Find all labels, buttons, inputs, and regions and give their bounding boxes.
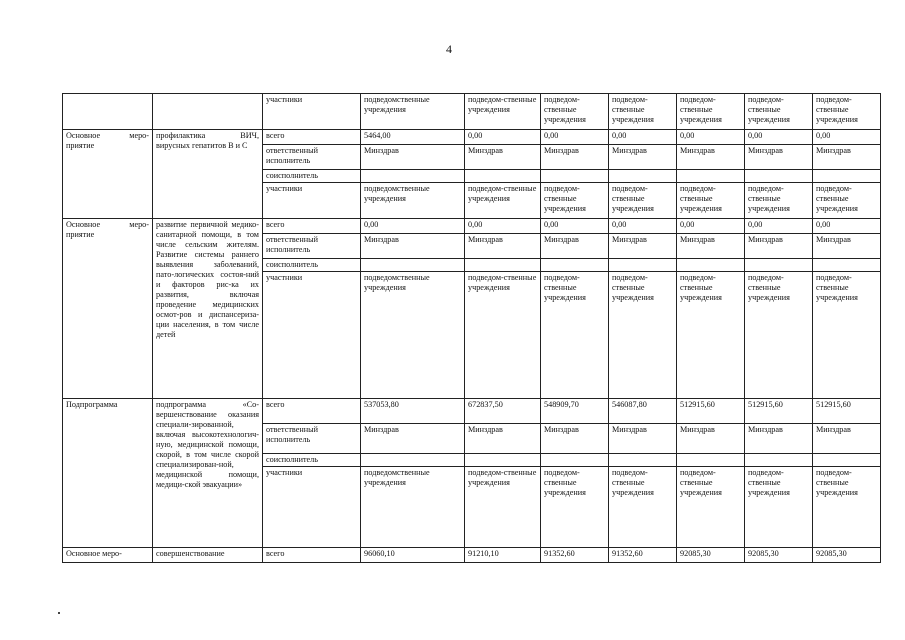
value-cell <box>361 454 465 467</box>
value-cell: подведом-ственные учреждения <box>745 94 813 130</box>
row-label: ответственный исполнитель <box>263 424 361 454</box>
value-cell <box>813 170 881 183</box>
value-cell: подведом-ственные учреждения <box>745 272 813 399</box>
value-cell <box>677 259 745 272</box>
row-label: всего <box>263 219 361 234</box>
value-cell: подведомственные учреждения <box>361 467 465 548</box>
value-cell <box>813 259 881 272</box>
value-cell: 91352,60 <box>541 548 609 563</box>
value-cell <box>465 454 541 467</box>
value-cell: подведом-ственные учреждения <box>609 183 677 219</box>
value-cell: 672837,50 <box>465 399 541 424</box>
value-cell: 0,00 <box>609 219 677 234</box>
value-cell: 92085,30 <box>745 548 813 563</box>
value-cell: подведомственные учреждения <box>361 94 465 130</box>
value-cell: подведомственные учреждения <box>361 272 465 399</box>
value-cell: подведом-ственные учреждения <box>813 94 881 130</box>
value-cell: подведом-ственные учреждения <box>541 467 609 548</box>
value-cell: 537053,80 <box>361 399 465 424</box>
value-cell: подведом-ственные учреждения <box>745 183 813 219</box>
value-cell: 0,00 <box>745 130 813 145</box>
value-cell: подведом-ственные учреждения <box>677 272 745 399</box>
value-cell: Минздрав <box>541 424 609 454</box>
row-label: участники <box>263 94 361 130</box>
value-cell: Минздрав <box>361 234 465 259</box>
value-cell: Минздрав <box>813 145 881 170</box>
value-cell: Минздрав <box>465 145 541 170</box>
value-cell: Минздрав <box>465 234 541 259</box>
value-cell <box>609 259 677 272</box>
value-cell <box>677 454 745 467</box>
value-cell <box>465 170 541 183</box>
row-label: всего <box>263 548 361 563</box>
value-cell: 5464,00 <box>361 130 465 145</box>
value-cell <box>609 170 677 183</box>
value-cell: подведом-ственные учреждения <box>813 467 881 548</box>
status-cell: Основное меро- <box>63 548 153 563</box>
value-cell: Минздрав <box>609 424 677 454</box>
row-label: ответственный исполнитель <box>263 145 361 170</box>
status-cell <box>63 94 153 130</box>
value-cell: Минздрав <box>541 234 609 259</box>
name-cell: развитие первичной медико-санитарной помощи, в том числе сельским жителям. Развитие системы раннего выявления заболеваний, пато-логических состоя-ний и факторов рис-ка их развития, включая проведение медицинских осмот-ров и диспансериза-ции населения, в том числе детей <box>153 219 263 399</box>
table-row <box>63 130 881 145</box>
value-cell: Минздрав <box>609 145 677 170</box>
scan-speck <box>58 612 60 614</box>
name-cell <box>153 94 263 130</box>
value-cell: Минздрав <box>465 424 541 454</box>
program-table <box>62 93 881 563</box>
value-cell <box>541 259 609 272</box>
table-body <box>63 94 881 563</box>
row-label: соисполнитель <box>263 170 361 183</box>
value-cell: 0,00 <box>541 219 609 234</box>
value-cell: подведом-ственные учреждения <box>813 183 881 219</box>
table-row <box>63 399 881 424</box>
value-cell <box>541 170 609 183</box>
value-cell <box>465 259 541 272</box>
value-cell: подведом-ственные учреждения <box>465 183 541 219</box>
value-cell: подведом-ственные учреждения <box>677 467 745 548</box>
page-number: 4 <box>446 42 452 56</box>
value-cell <box>541 454 609 467</box>
value-cell: Минздрав <box>677 234 745 259</box>
status-cell: Основное меро-приятие <box>63 219 153 399</box>
status-cell: Основное меро-приятие <box>63 130 153 219</box>
value-cell: 0,00 <box>677 219 745 234</box>
value-cell: Минздрав <box>745 424 813 454</box>
value-cell <box>745 259 813 272</box>
value-cell: Минздрав <box>745 234 813 259</box>
value-cell: Минздрав <box>813 234 881 259</box>
value-cell: 0,00 <box>677 130 745 145</box>
value-cell: подведом-ственные учреждения <box>609 467 677 548</box>
value-cell: Минздрав <box>609 234 677 259</box>
value-cell: 512915,60 <box>745 399 813 424</box>
row-label: соисполнитель <box>263 259 361 272</box>
value-cell: Минздрав <box>361 424 465 454</box>
value-cell: Минздрав <box>677 424 745 454</box>
value-cell: Минздрав <box>677 145 745 170</box>
value-cell <box>361 259 465 272</box>
row-label: участники <box>263 467 361 548</box>
value-cell <box>745 170 813 183</box>
value-cell: 0,00 <box>609 130 677 145</box>
value-cell: подведом-ственные учреждения <box>813 272 881 399</box>
value-cell: подведом-ственные учреждения <box>745 467 813 548</box>
value-cell <box>813 454 881 467</box>
value-cell: 0,00 <box>465 219 541 234</box>
value-cell: подведомственные учреждения <box>361 183 465 219</box>
value-cell: 92085,30 <box>677 548 745 563</box>
value-cell: подведом-ственные учреждения <box>609 94 677 130</box>
table-row <box>63 219 881 234</box>
name-cell: профилактика ВИЧ, вирусных гепатитов В и С <box>153 130 263 219</box>
value-cell <box>745 454 813 467</box>
status-cell: Подпрограмма <box>63 399 153 548</box>
row-label: участники <box>263 183 361 219</box>
value-cell: 546087,80 <box>609 399 677 424</box>
value-cell: подведом-ственные учреждения <box>677 183 745 219</box>
row-label: соисполнитель <box>263 454 361 467</box>
value-cell: 0,00 <box>361 219 465 234</box>
row-label: всего <box>263 130 361 145</box>
value-cell: 0,00 <box>813 130 881 145</box>
row-label: ответственный исполнитель <box>263 234 361 259</box>
value-cell: Минздрав <box>361 145 465 170</box>
row-label: участники <box>263 272 361 399</box>
value-cell: 512915,60 <box>677 399 745 424</box>
row-label: всего <box>263 399 361 424</box>
value-cell: подведом-ственные учреждения <box>541 183 609 219</box>
name-cell: совершенствование <box>153 548 263 563</box>
value-cell: подведом-ственные учреждения <box>541 272 609 399</box>
value-cell: 512915,60 <box>813 399 881 424</box>
value-cell: 92085,30 <box>813 548 881 563</box>
value-cell: Минздрав <box>541 145 609 170</box>
value-cell: 0,00 <box>541 130 609 145</box>
value-cell: 0,00 <box>465 130 541 145</box>
table-row <box>63 548 881 563</box>
value-cell: 548909,70 <box>541 399 609 424</box>
value-cell <box>609 454 677 467</box>
value-cell <box>677 170 745 183</box>
value-cell: Минздрав <box>813 424 881 454</box>
value-cell: подведом-ственные учреждения <box>465 272 541 399</box>
table-row <box>63 94 881 130</box>
value-cell: подведом-ственные учреждения <box>609 272 677 399</box>
value-cell: Минздрав <box>745 145 813 170</box>
value-cell: 96060,10 <box>361 548 465 563</box>
value-cell: 91210,10 <box>465 548 541 563</box>
value-cell: подведом-ственные учреждения <box>541 94 609 130</box>
value-cell: 91352,60 <box>609 548 677 563</box>
value-cell: 0,00 <box>813 219 881 234</box>
value-cell: подведом-ственные учреждения <box>465 467 541 548</box>
value-cell: 0,00 <box>745 219 813 234</box>
value-cell <box>361 170 465 183</box>
name-cell: подпрограмма «Со-вершенствование оказания специали-зированной, включая высокотехнологич-ную, медицинской помощи, скорой, в том числе скорой специализирован-ной, медицинской помощи, медици-ской эвакуации» <box>153 399 263 548</box>
value-cell: подведом-ственные учреждения <box>677 94 745 130</box>
value-cell: подведом-ственные учреждения <box>465 94 541 130</box>
